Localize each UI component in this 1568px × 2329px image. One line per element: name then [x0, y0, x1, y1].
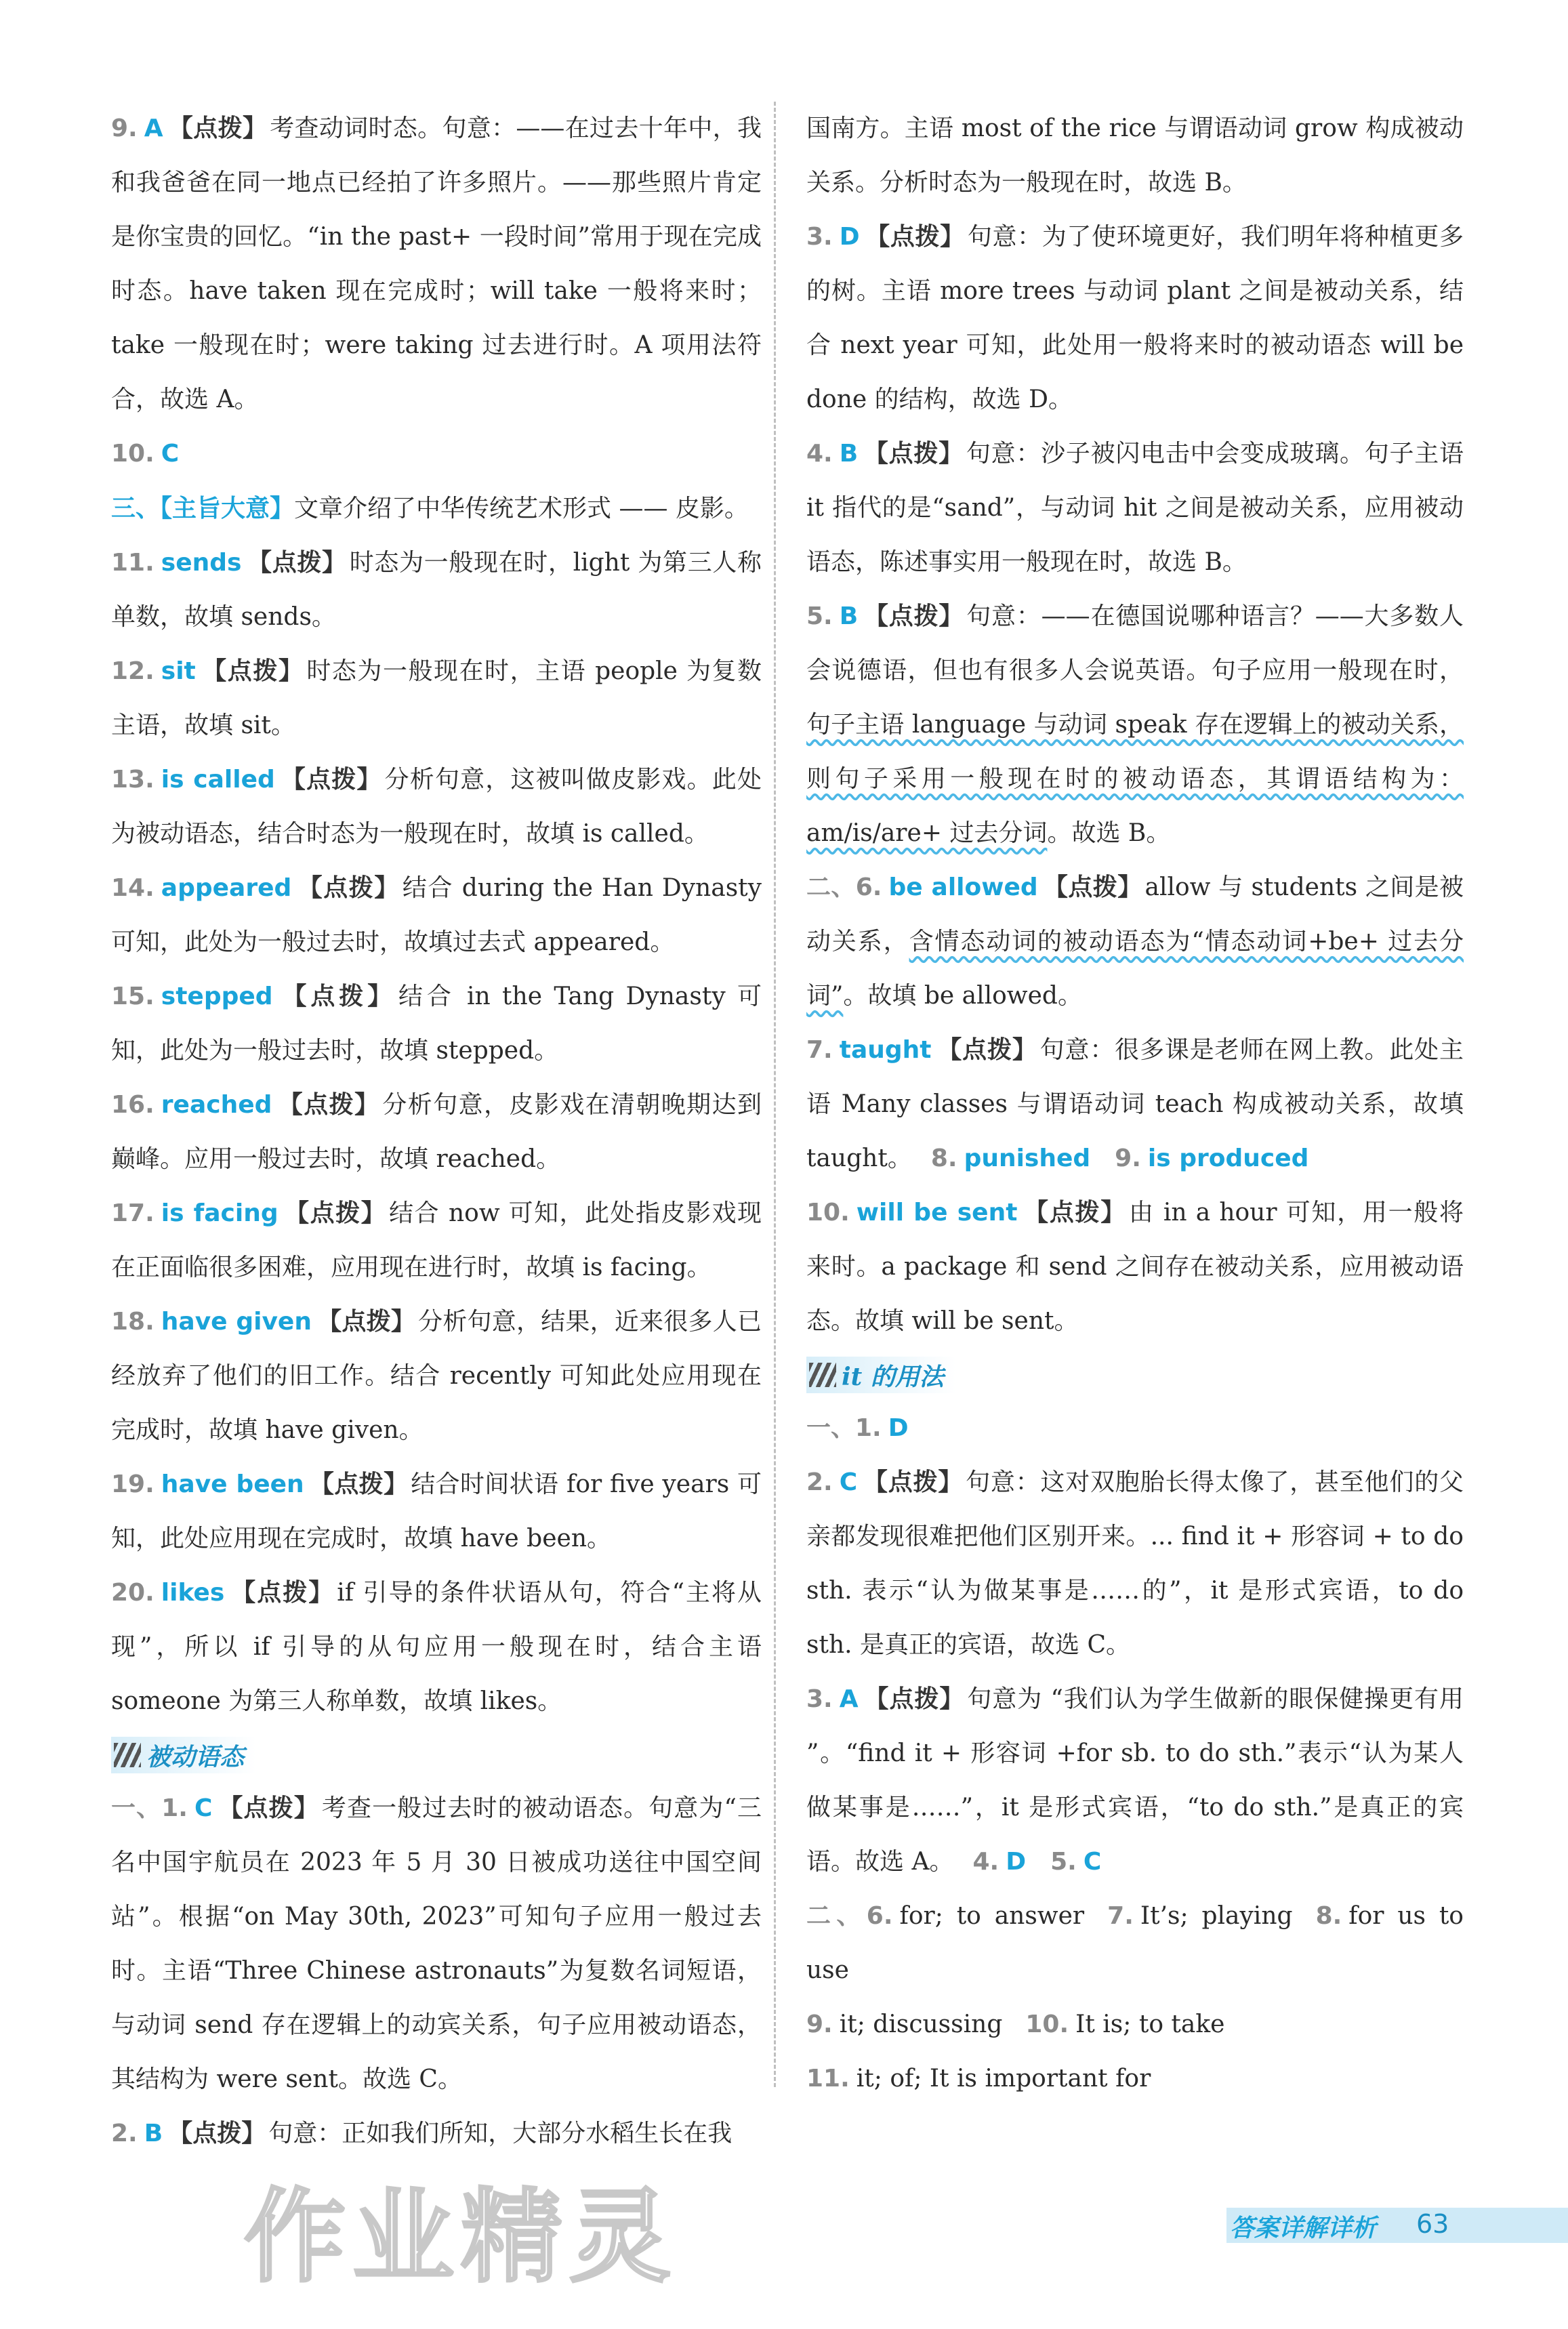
hint-tag: 【点拨】 — [218, 1794, 319, 1822]
question-number: 4. — [806, 440, 833, 468]
answer-item — [111, 1781, 762, 2107]
answer-item — [806, 1998, 1464, 2052]
answer-text: if 引导的条件状语从句，符合“主将从现”，所以 if 引导的从句应用一般现在时，结合主语 someone 为第三人称单数，故填 likes。 — [111, 1579, 762, 1715]
answer-item — [806, 1401, 1464, 1456]
hint-tag: 【点拨】 — [230, 1579, 335, 1607]
hint-tag: 【点拨】 — [278, 983, 396, 1010]
answer-text: 分析句意，皮影戏在清朝晚期达到巅峰。应用一般过去时，故填 reached。 — [111, 1091, 762, 1173]
answer-key: D — [839, 223, 860, 251]
answer-item — [806, 1456, 1464, 1672]
answer-item — [111, 1187, 762, 1295]
answer-item — [806, 2052, 1464, 2106]
inline-answer — [1025, 2011, 1224, 2038]
answer-key: B — [144, 2120, 163, 2147]
question-number: 11. — [111, 549, 154, 577]
question-number: 2. — [806, 1468, 833, 1496]
answer-item — [806, 102, 1464, 210]
question-number: 5. — [806, 602, 833, 630]
question-number: 9. — [806, 2011, 833, 2038]
answer-text: 考查动词时态。句意：——在过去十年中，我和我爸爸在同一地点已经拍了许多照片。——那些照片肯定是你宝贵的回忆。“in the past+ 一段时间”常用于现在完成时态。have taken 现在完成时；will take 一般将来时；take 一般现在时；were taking 过去进行时。A 项用法符合，故选 A。 — [111, 115, 762, 413]
answer-key: B — [839, 440, 859, 468]
hint-tag: 【点拨】 — [863, 1468, 964, 1496]
question-number: 10. — [111, 440, 154, 468]
section-header-title: it 的用法 — [842, 1362, 944, 1391]
question-number: 8. — [1315, 1902, 1342, 1930]
right-column — [806, 102, 1464, 2106]
footer-label: 答案详解详析 — [1230, 2214, 1377, 2242]
question-number: 7. — [806, 1036, 833, 1064]
answer-key: B — [839, 602, 859, 630]
answer-item — [806, 427, 1464, 590]
question-number: 16. — [111, 1091, 154, 1119]
inline-answer — [1107, 1902, 1292, 1930]
question-number: 3. — [806, 223, 833, 251]
answer-item — [806, 861, 1464, 1023]
answer-text: 结合 in the Tang Dynasty 可知，此处为一般过去时，故填 stepped。 — [111, 983, 762, 1065]
answer-item — [111, 481, 762, 536]
hint-tag: 【点拨】 — [863, 440, 964, 468]
answer-item — [111, 753, 762, 861]
answer-key: D — [1006, 1848, 1027, 1876]
hint-tag: 【点拨】 — [936, 1036, 1037, 1064]
answer-text: it; of; It is important for — [856, 2065, 1151, 2093]
answer-text: 句意：为了使环境更好，我们明年将种植更多的树。主语 more trees 与动词 plant 之间是被动关系，结合 next year 可知，此处用一般将来时的被动语态 will be done 的结构，故选 D。 — [806, 223, 1464, 413]
answer-item — [111, 102, 762, 427]
answer-key: C — [194, 1794, 213, 1822]
answer-item — [111, 536, 762, 644]
question-number: 9. — [111, 115, 138, 142]
left-column — [111, 102, 776, 2147]
answer-item — [806, 1023, 1464, 1186]
answer-item — [111, 1078, 762, 1187]
hint-tag: 【点拨】 — [201, 657, 304, 685]
question-number: 4. — [972, 1848, 999, 1876]
highlighted-text: 含情态动词的被动语态为“情态动词+be+ 过去分词” — [806, 928, 1464, 1010]
hint-tag: 【点拨】 — [1043, 873, 1142, 901]
answer-text: allow 与 students 之间是被动关系， — [806, 873, 1464, 955]
question-number: 12. — [111, 657, 154, 685]
answer-key: D — [888, 1414, 909, 1442]
inline-answer — [972, 1848, 1031, 1876]
answer-key: A — [144, 115, 163, 142]
section-header — [111, 1737, 256, 1773]
answer-text: for; to answer — [899, 1902, 1085, 1930]
question-number: 13. — [111, 766, 154, 793]
answer-text: for us to use — [806, 1902, 1464, 1984]
answer-key: likes — [161, 1579, 225, 1607]
answer-key: will be sent — [856, 1199, 1018, 1227]
answer-text: 分析句意，结果，近来很多人已经放弃了他们的旧工作。结合 recently 可知此处应用现在完成时，故填 have given。 — [111, 1308, 762, 1444]
answer-text: 句意为 “我们认为学生做新的眼保健操更有用 ”。“find it + 形容词 +for sb. to do sth.”表示“认为某人做某事是……”，it 是形式宾语，“to do sth.”是真正的宾语。故选 A。 — [806, 1685, 1464, 1876]
answer-item — [111, 2107, 762, 2161]
answer-key: have given — [161, 1308, 312, 1336]
question-number: 14. — [111, 874, 154, 902]
question-number: 19. — [111, 1470, 154, 1498]
answer-key: A — [839, 1685, 859, 1713]
hint-tag: 【点拨】 — [247, 549, 347, 577]
answer-key: is facing — [161, 1199, 278, 1227]
answer-key: appeared — [161, 874, 292, 902]
watermark: 作业精灵 — [244, 2179, 678, 2296]
answer-text: 结合 during the Han Dynasty 可知，此处为一般过去时，故填过去式 appeared。 — [111, 874, 762, 956]
hint-tag: 【点拨】 — [283, 1199, 387, 1227]
answer-text: It’s; playing — [1140, 1902, 1293, 1930]
answer-text: 考查一般过去时的被动语态。句意为“三名中国宇航员在 2023 年 5 月 30 日被成功送往中国空间站”。根据“on May 30th, 2023”可知句子应用一般过去时。主语“Three Chinese astronauts”为复数名词短语，与动词 send 存在逻辑上的动宾关系，句子应用被动语态，其结构为 were sent。故选 C。 — [111, 1794, 762, 2093]
hint-tag: 【点拨】 — [168, 115, 268, 142]
answer-key: have been — [161, 1470, 304, 1498]
answer-item — [111, 970, 762, 1078]
section-header-title: 被动语态 — [146, 1742, 245, 1771]
answer-text: 文章介绍了中华传统艺术形式 —— 皮影。 — [294, 495, 749, 522]
question-number: 15. — [111, 983, 154, 1010]
answer-text: 时态为一般现在时，主语 people 为复数主语，故填 sit。 — [111, 657, 762, 739]
answer-key: C — [161, 440, 180, 468]
answer-key: sit — [161, 657, 196, 685]
answer-text: 句意：这对双胞胎长得太像了，甚至他们的父亲都发现很难把他们区别开来。... find it + 形容词 + to do sth. 表示“认为做某事是……的”，it 是形式宾语，to do sth. 是真正的宾语，故选 C。 — [806, 1468, 1464, 1659]
question-number: 17. — [111, 1199, 154, 1227]
hint-tag: 【点拨】 — [277, 1091, 380, 1119]
highlighted-text: 句子主语 language 与动词 speak 存在逻辑上的被动关系，则句子采用一般现在时的被动语态，其谓语结构为：am/is/are+ 过去分词 — [806, 711, 1464, 847]
question-number: 10. — [1025, 2011, 1069, 2038]
answer-item — [806, 210, 1464, 427]
hint-tag: 【点拨】 — [863, 602, 964, 630]
question-number: 8. — [930, 1145, 957, 1172]
hint-tag: 【点拨】 — [280, 766, 382, 793]
answer-key: be allowed — [888, 873, 1038, 901]
answer-text: 分析句意，这被叫做皮影戏。此处为被动语态，结合时态为一般现在时，故填 is called。 — [111, 766, 762, 848]
answer-key: punished — [964, 1145, 1091, 1172]
hint-tag: 【点拨】 — [316, 1308, 416, 1336]
inline-answer — [931, 1145, 1096, 1172]
answer-key: sends — [161, 549, 242, 577]
answer-item — [806, 1186, 1464, 1348]
answer-item — [111, 1566, 762, 1729]
question-number: 10. — [806, 1199, 850, 1227]
question-number: 7. — [1107, 1902, 1134, 1930]
page-number: 63 — [1416, 2209, 1449, 2239]
slash-icon — [114, 1743, 141, 1767]
slash-icon — [809, 1363, 836, 1387]
question-number: 18. — [111, 1308, 154, 1336]
answer-item — [111, 1458, 762, 1566]
answer-key: is called — [161, 766, 275, 793]
answer-item — [111, 1295, 762, 1458]
section-header — [806, 1357, 956, 1393]
answer-key: C — [1083, 1848, 1102, 1876]
hint-tag: 【点拨】 — [168, 2120, 266, 2147]
answer-text: 句意：——在德国说哪种语言？——大多数人会说德语，但也有很多人会说英语。句子应用一般现在时， — [806, 602, 1464, 684]
answer-item — [806, 1889, 1464, 1998]
answer-item — [806, 1672, 1464, 1889]
question-number: 9. — [1115, 1145, 1141, 1172]
hint-tag: 【点拨】 — [865, 223, 965, 251]
answer-text: 由 in a hour 可知，用一般将来时。a package 和 send 之间存在被动关系，应用被动语态。故填 will be sent。 — [806, 1199, 1464, 1335]
answer-item — [111, 644, 762, 753]
question-number: 一、1. — [806, 1414, 882, 1442]
answer-text-tail: 。故填 be allowed。 — [843, 982, 1082, 1010]
answer-text: it; discussing — [839, 2011, 1003, 2038]
answer-key: reached — [161, 1091, 272, 1119]
question-number: 5. — [1050, 1848, 1077, 1876]
question-number: 二、6. — [806, 1902, 893, 1930]
hint-tag: 【点拨】 — [297, 874, 400, 902]
summary-tag: 【主旨大意】 — [160, 494, 295, 522]
hint-tag: 【点拨】 — [1023, 1199, 1126, 1227]
answer-key: taught — [839, 1036, 932, 1064]
question-number: 3. — [806, 1685, 833, 1713]
question-number: 20. — [111, 1579, 154, 1607]
answer-text: 时态为一般现在时，light 为第三人称单数，故填 sends。 — [111, 549, 762, 631]
inline-answer — [1115, 1145, 1314, 1172]
answer-text: 句意：很多课是老师在网上教。此处主语 Many classes 与谓语动词 teach 构成被动关系，故填 taught。 — [806, 1036, 1464, 1172]
hint-tag: 【点拨】 — [309, 1470, 409, 1498]
section-number: 三、 — [111, 495, 161, 522]
answer-item — [111, 427, 762, 481]
hint-tag: 【点拨】 — [863, 1685, 965, 1713]
answer-text: 句意：沙子被闪电击中会变成玻璃。句子主语 it 指代的是“sand”，与动词 hit 之间是被动关系，应用被动语态，陈述事实用一般现在时，故选 B。 — [806, 440, 1464, 576]
answer-key: is produced — [1147, 1145, 1309, 1172]
question-number: 一、1. — [111, 1794, 188, 1822]
answer-text-tail: 。故选 B。 — [1047, 819, 1171, 847]
inline-answer — [1050, 1848, 1107, 1876]
answer-item — [806, 590, 1464, 861]
answer-text: It is; to take — [1075, 2011, 1225, 2038]
answer-key: stepped — [161, 983, 273, 1010]
answer-text: 结合时间状语 for five years 可知，此处应用现在完成时，故填 have been。 — [111, 1470, 762, 1552]
answer-text: 国南方。主语 most of the rice 与谓语动词 grow 构成被动关系。分析时态为一般现在时，故选 B。 — [806, 115, 1464, 197]
answer-key: C — [839, 1468, 858, 1496]
question-number: 2. — [111, 2120, 138, 2147]
answer-text: 结合 now 可知，此处指皮影戏现在正面临很多困难，应用现在进行时，故填 is facing。 — [111, 1199, 762, 1281]
question-number: 11. — [806, 2065, 850, 2093]
answer-item — [111, 861, 762, 970]
question-number: 二、6. — [806, 873, 882, 901]
answer-text: 句意：正如我们所知，大部分水稻生长在我 — [268, 2120, 733, 2147]
